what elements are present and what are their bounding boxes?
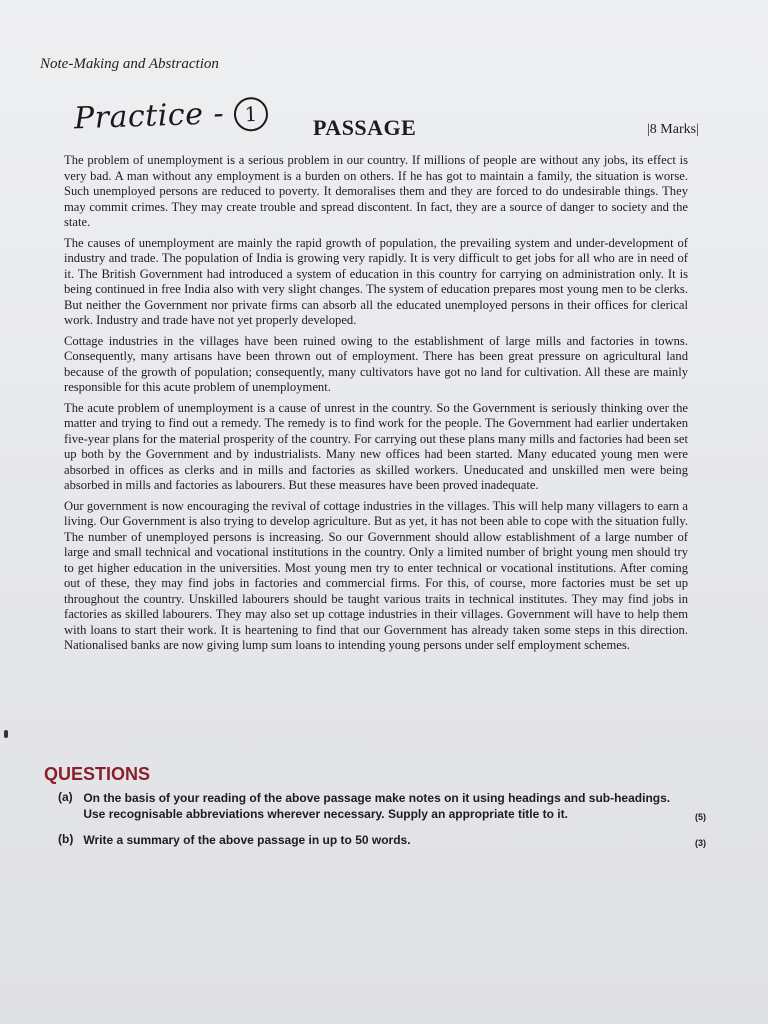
passage-paragraph: Cottage industries in the villages have been ruined owing to the establishment of large mills and factories in towns. Consequently, many artisans have been thrown out of employment. There has been great pressure on agricultural land because of the growth of population; consequently, many cultivators have got no land for cultivation. All these are mainly responsible for this acute problem of unemployment. [64,333,688,394]
handwritten-prefix: Practice - [73,96,225,137]
circled-number: 1 [234,97,269,132]
question-marks: (3) [695,838,706,848]
passage-paragraph: The causes of unemployment are mainly the rapid growth of population, the prevailing system and under-development of industry and trade. The population of India is growing very rapidly. It is very difficult to get jobs for all who are in need of it. The British Government had introduced a system of education in this country for carrying on administration only. It is being continued in free India also with very slight changes. The system of education prepares most young men to be clerks. But neither the Government nor private firms can absorb all the educated unemployed persons in their offices for clerical work. Industry and trade have not yet properly developed. [64,235,688,327]
passage-body [64,153,688,659]
passage-paragraph: The acute problem of unemployment is a cause of unrest in the country. So the Government is seriously thinking over the matter and trying to find out a remedy. The remedy is to find work for the people. The Government had earlier undertaken five-year plans for the material prosperity of the country. For carrying out these plans many mills and factories had been set up both by the Government and by industrialists. Many new offices had been started. Many educated young men were absorbed in offices as clerks and in mills and factories as skilled workers. Uneducated and unskilled men were being absorbed in mills and factories as labourers. But these measures have been proved inadequate. [64,400,688,492]
question-text: Write a summary of the above passage in up to 50 words. [83,833,411,847]
passage-title: PASSAGE [313,115,417,140]
passage-paragraph: Our government is now encouraging the revival of cottage industries in the villages. This will help many villagers to earn a living. Our Government is also trying to develop agriculture. But as yet, it has not been able to cope with the situation fully. The number of unemployed persons is increasing. So our Government should allow establishment of a large number of large and small technical and vocational institutions in the country. Only a limited number of bright young men should try to get higher education in the universities. Most young men try to enter technical or vocational institutions. After coming out of these, they may find jobs in factories and commercial firms. For this, of course, more factories must be set up throughout the country. Unskilled labourers should be taught various traits in technical institutes. They may find jobs in factories as skilled labourers. They may also set up cottage industries in their villages. Government will have to help them with loans to start their work. It is heartening to find that our Government has already taken some steps in this direction. Nationalised banks are now giving lump sum loans to intending young persons under self employment schemes. [64,498,688,652]
questions-heading: QUESTIONS [44,764,151,784]
section-header: Note-Making and Abstraction [40,56,219,72]
handwritten-practice-label [73,95,268,138]
question-text: On the basis of your reading of the above passage make notes on it using headings and sub-headings. Use recognisable abbreviations wherever necessary. Supply an appropriate title to it. [83,791,671,821]
question-item [58,790,708,822]
marks-label: |8 Marks| [647,122,699,137]
question-marks: (5) [695,812,706,822]
binding-mark [4,730,8,738]
question-label: (a) [58,790,73,804]
passage-paragraph: The problem of unemployment is a serious problem in our country. If millions of people are without any jobs, its effect is very bad. A man without any employment is a burden on others. If he has got to maintain a family, the situation is worse. Such unemployed persons are reduced to poverty. It demoralises them and they are forced to do undesirable things. They may commit crimes. They may create trouble and spread discontent. In fact, they are a source of danger to society and the state. [64,153,688,229]
question-item [58,832,708,848]
question-label: (b) [58,832,74,846]
